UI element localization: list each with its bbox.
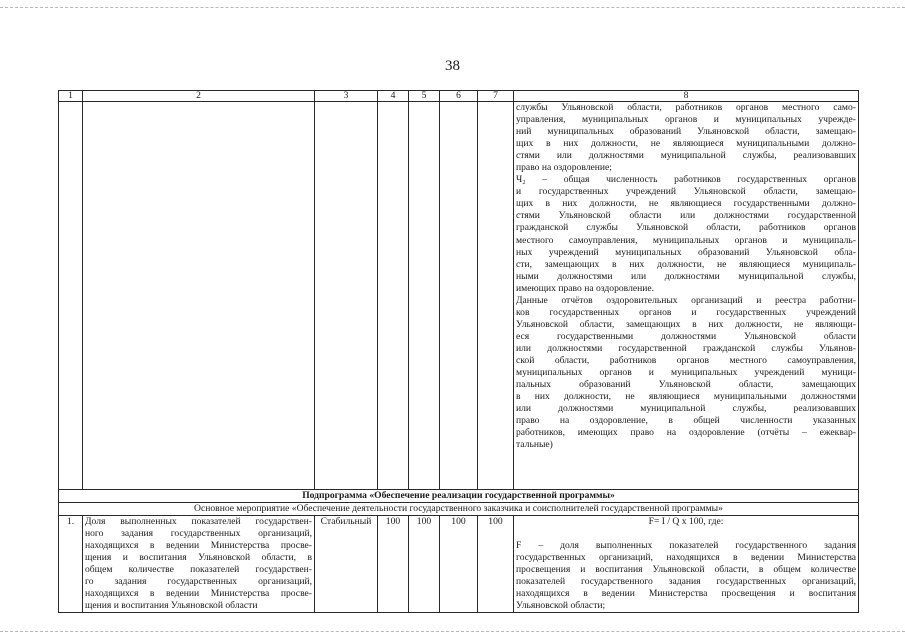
continued-cell-4 — [378, 102, 409, 490]
column-header-8: 8 — [514, 91, 859, 102]
indicator-value-col6: 100 — [440, 516, 478, 613]
column-header-1: 1 — [59, 91, 83, 102]
indicator-value-col4: 100 — [378, 516, 409, 613]
column-header-5: 5 — [409, 91, 440, 102]
indicator-name-cell — [83, 516, 315, 613]
indicator-name-line: общем количестве показателей государствен- — [85, 564, 312, 576]
indicator-value-col7: 100 — [478, 516, 514, 613]
description-line: ний муниципальных образований Ульяновской области, замещаю- — [516, 126, 856, 138]
column-number-header-row — [59, 91, 859, 102]
page-number: 38 — [445, 58, 460, 74]
indicator-name-line: находящихся в ведении Министерства просве- — [85, 588, 312, 600]
description-line: еся государственными должностями Ульяновской области — [516, 330, 856, 342]
description-line: управления, муниципальных органов и муниципальных учрежде- — [516, 114, 856, 126]
description-line: тальные) — [516, 439, 553, 451]
blank-line — [516, 528, 856, 540]
method-line: Ульяновской области; — [516, 600, 606, 612]
method-line: государственных организаций, находящихся в ведении Министерства — [516, 552, 856, 564]
continued-cell-5 — [409, 102, 440, 490]
column-header-2: 2 — [83, 91, 315, 102]
description-line: стями Ульяновской области или должностями государственной — [516, 210, 856, 222]
description-line: в них должности, не являющиеся муниципальными должностями — [516, 391, 856, 403]
description-line: гражданской службы Ульяновской области, работников органов — [516, 222, 856, 234]
description-line: работников, имеющих право на оздоровление (отчёты – ежеквар- — [516, 427, 856, 439]
description-line: щих в них должности, не являющиеся государственными должно- — [516, 198, 856, 210]
main-activity-title: Основное мероприятие «Обеспечение деятельности государственного заказчика и соисполнителей государственной программы» — [59, 503, 859, 516]
continued-cell-3 — [315, 102, 378, 490]
description-line: право на оздоровление, в общей численности указанных — [516, 415, 856, 427]
description-line: Данные отчётов оздоровительных организаций и реестра работни- — [516, 294, 856, 306]
description-line: щих в них должности, не являющиеся муниципальными должно- — [516, 138, 856, 150]
method-line: просвещения и воспитания Ульяновской области, в общем количестве — [516, 564, 856, 576]
top-scan-edge — [0, 7, 905, 8]
method-line: F – доля выполненных показателей государственного задания — [516, 540, 856, 552]
continued-description-cell — [514, 102, 859, 490]
bottom-scan-edge — [0, 631, 905, 632]
indicator-name-line: го задания государственных организаций, — [85, 576, 312, 588]
description-line: муниципальных органов и муниципальных учреждений муници- — [516, 367, 856, 379]
indicator-value-col5: 100 — [409, 516, 440, 613]
subprogram-title: Подпрограмма «Обеспечение реализации государственной программы» — [59, 490, 859, 503]
row-number: 1. — [59, 516, 83, 613]
subprogram-row — [59, 490, 859, 503]
indicators-table — [58, 90, 859, 613]
indicator-row-1 — [59, 516, 859, 613]
description-line: Ульяновской области, замещающих в них должности, не являющи- — [516, 318, 856, 330]
continued-cell-7 — [478, 102, 514, 490]
method-line: показателей государственного задания государственных организаций, — [516, 576, 856, 588]
description-line: или должностями государственной гражданской службы Ульянов- — [516, 342, 856, 354]
description-line: стями или должностями муниципальной службы, реализовавших — [516, 150, 856, 162]
description-line: и государственных учреждений Ульяновской области, замещаю- — [516, 186, 856, 198]
main-activity-row — [59, 503, 859, 516]
method-line: находящихся в ведении Министерства просвещения и воспитания — [516, 588, 856, 600]
formula: F= I / Q x 100, где: — [648, 516, 724, 528]
description-line: пальных образований Ульяновской области, замещающих — [516, 379, 856, 391]
indicator-type: Стабильный — [315, 516, 378, 613]
column-header-3: 3 — [315, 91, 378, 102]
description-line: имеющих право на оздоровление. — [516, 282, 655, 294]
description-line: или должностями муниципальной службы, реализовавших — [516, 403, 856, 415]
indicator-name-line: щения и воспитания Ульяновской области, в — [85, 552, 312, 564]
description-line: сти, замещающих в них должности, не являющиеся муниципаль- — [516, 258, 856, 270]
indicator-name-line: находящихся в ведении Министерства просве- — [85, 540, 312, 552]
continued-cell-6 — [440, 102, 478, 490]
description-line: право на оздоровление; — [516, 162, 612, 174]
column-header-4: 4 — [378, 91, 409, 102]
continued-cell-2 — [83, 102, 315, 490]
description-line: ными должностями или должностями муниципальной службы, — [516, 270, 856, 282]
description-line: службы Ульяновской области, работников органов местного само- — [516, 102, 856, 113]
continued-row — [59, 102, 859, 490]
description-line: Ч₂ – общая численность работников государственных органов — [516, 174, 856, 186]
description-line: местного самоуправления, муниципальных органов и муниципаль- — [516, 234, 856, 246]
column-header-6: 6 — [440, 91, 478, 102]
indicator-name-line: щения и воспитания Ульяновской области — [85, 600, 258, 612]
indicator-method-cell — [514, 516, 859, 613]
continued-cell-1 — [59, 102, 83, 490]
description-line: ков государственных органов и государственных учреждений — [516, 306, 856, 318]
description-line: ных учреждений муниципальных образований Ульяновской обла- — [516, 246, 856, 258]
description-line: ской области, работников органов местного самоуправления, — [516, 354, 856, 366]
column-header-7: 7 — [478, 91, 514, 102]
indicator-name-line: Доля выполненных показателей государствен- — [85, 516, 312, 528]
indicator-name-line: ного задания государственных организаций, — [85, 528, 312, 540]
